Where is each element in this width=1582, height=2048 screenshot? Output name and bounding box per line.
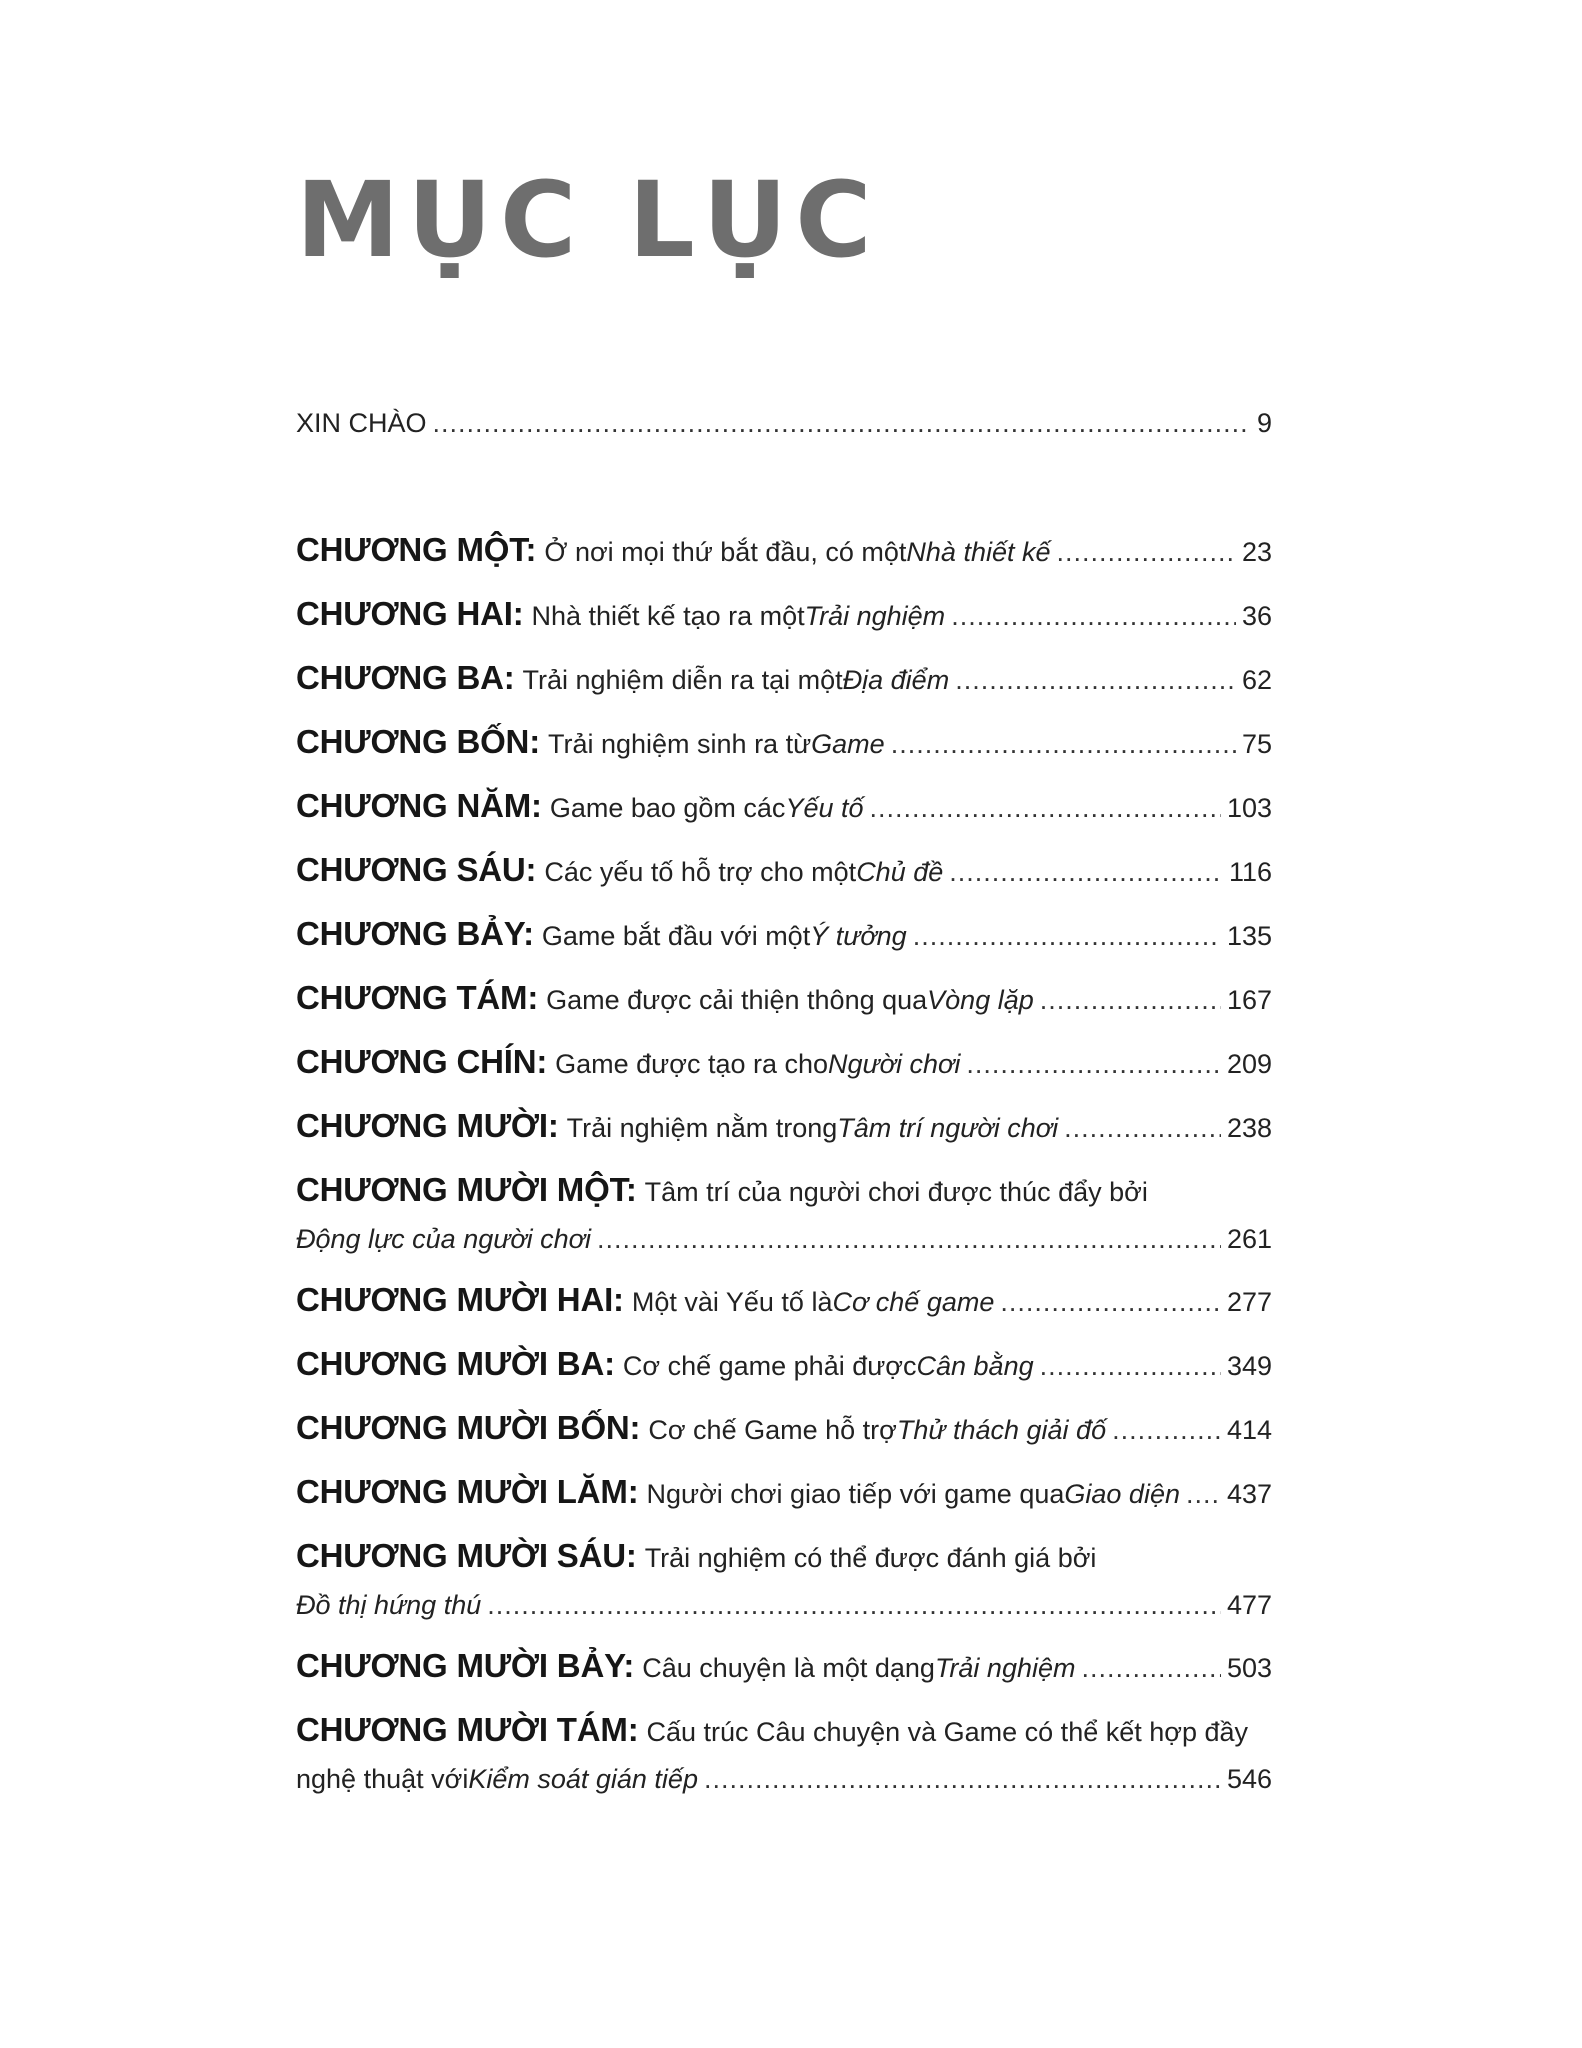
chapter-heading: CHƯƠNG MƯỜI BA: (296, 1345, 615, 1382)
chapter-subtitle-italic: Kiểm soát gián tiếp (468, 1764, 698, 1794)
chapter-subtitle: Người chơi giao tiếp với game qua (646, 1479, 1065, 1509)
chapter-heading: CHƯƠNG MƯỜI: (296, 1107, 559, 1144)
dot-leader (870, 795, 1221, 822)
chapter-heading: CHƯƠNG MƯỜI TÁM: (296, 1711, 639, 1748)
dot-leader (949, 859, 1223, 886)
chapter-heading: CHƯƠNG TÁM: (296, 979, 539, 1016)
toc-entry-chapter-1[interactable] (296, 533, 1272, 566)
toc-page-number: 167 (1226, 985, 1272, 1015)
toc-page-number: 477 (1226, 1590, 1272, 1620)
chapter-heading: CHƯƠNG NĂM: (296, 787, 542, 824)
chapter-subtitle: Cấu trúc Câu chuyện và Game có thể kết hợp đầy (646, 1717, 1249, 1747)
dot-leader (704, 1766, 1221, 1793)
toc-entry-chapter-2[interactable] (296, 597, 1272, 630)
toc-page-number: 116 (1228, 857, 1272, 887)
chapter-subtitle-italic: Trải nghiệm (934, 1653, 1076, 1683)
chapter-heading: CHƯƠNG BA: (296, 659, 515, 696)
toc-page-number: 103 (1226, 793, 1272, 823)
toc-entry-chapter-3[interactable] (296, 661, 1272, 694)
dot-leader (913, 923, 1221, 950)
dot-leader (1186, 1481, 1221, 1508)
chapter-subtitle: Câu chuyện là một dạng (642, 1653, 935, 1683)
toc-page-number: 9 (1256, 408, 1272, 438)
dot-leader (597, 1226, 1221, 1253)
chapter-heading: CHƯƠNG MƯỜI BẢY: (296, 1647, 635, 1684)
chapter-heading: CHƯƠNG SÁU: (296, 851, 537, 888)
toc-entry-chapter-8[interactable] (296, 981, 1272, 1014)
dot-leader (1112, 1417, 1221, 1444)
chapter-subtitle-italic: Động lực của người chơi (296, 1224, 591, 1254)
chapter-subtitle: Các yếu tố hỗ trợ cho một (544, 857, 857, 887)
chapter-heading: CHƯƠNG MƯỜI BỐN: (296, 1409, 641, 1446)
dot-leader (487, 1592, 1221, 1619)
toc-page-number: 349 (1226, 1351, 1272, 1381)
chapter-heading: CHƯƠNG MƯỜI HAI: (296, 1281, 624, 1318)
chapter-subtitle: Trải nghiệm diễn ra tại một (522, 665, 843, 695)
chapter-subtitle-italic: Giao diện (1064, 1479, 1180, 1509)
chapter-subtitle-italic: Chủ đề (856, 857, 944, 887)
chapter-subtitle-italic: Nhà thiết kế (906, 537, 1051, 567)
dot-leader (1040, 1353, 1221, 1380)
toc-page-number: 135 (1226, 921, 1272, 951)
dot-leader (1040, 987, 1221, 1014)
chapter-subtitle: Tâm trí của người chơi được thúc đẩy bởi (644, 1177, 1148, 1207)
toc-entry-chapter-9[interactable] (296, 1045, 1272, 1078)
chapter-subtitle: Nhà thiết kế tạo ra một (531, 601, 805, 631)
toc-page-number: 75 (1241, 729, 1272, 759)
toc-page-number: 261 (1226, 1224, 1272, 1254)
dot-leader (951, 603, 1236, 630)
toc-page-number: 503 (1226, 1653, 1272, 1683)
dot-leader (1057, 539, 1236, 566)
chapter-subtitle-line2: nghệ thuật với (296, 1764, 469, 1794)
dot-leader (1082, 1655, 1221, 1682)
toc-entry-chapter-12[interactable] (296, 1283, 1272, 1316)
toc-page-number: 238 (1226, 1113, 1272, 1143)
chapter-subtitle: Game bắt đầu với một (541, 921, 811, 951)
chapter-subtitle-italic: Thử thách giải đố (896, 1415, 1107, 1445)
toc-entry-chapter-13[interactable] (296, 1347, 1272, 1380)
toc-page-number: 277 (1226, 1287, 1272, 1317)
toc-entry-chapter-18[interactable] (296, 1713, 1272, 1793)
toc-page-number: 23 (1241, 537, 1272, 567)
toc-entry-chapter-6[interactable] (296, 853, 1272, 886)
chapter-subtitle: Game bao gồm các (549, 793, 786, 823)
dot-leader (966, 1051, 1221, 1078)
dot-leader (433, 410, 1251, 437)
chapter-subtitle-italic: Ý tưởng (810, 921, 907, 951)
chapter-heading: CHƯƠNG BẢY: (296, 915, 534, 952)
chapter-subtitle-italic: Yếu tố (785, 793, 864, 823)
toc-entry-chapter-15[interactable] (296, 1475, 1272, 1508)
chapter-heading: CHƯƠNG MỘT: (296, 531, 537, 568)
toc-entry-chapter-10[interactable] (296, 1109, 1272, 1142)
toc-page-number: 36 (1241, 601, 1272, 631)
chapter-subtitle: Game được cải thiện thông qua (546, 985, 928, 1015)
chapter-heading: CHƯƠNG MƯỜI SÁU: (296, 1537, 637, 1574)
chapter-subtitle-italic: Tâm trí người chơi (837, 1113, 1059, 1143)
toc-entry-chapter-4[interactable] (296, 725, 1272, 758)
chapter-subtitle: Cơ chế game phải được (622, 1351, 917, 1381)
toc-page-number: 546 (1226, 1764, 1272, 1794)
toc-entry-chapter-5[interactable] (296, 789, 1272, 822)
toc-entry-chapter-11[interactable] (296, 1173, 1272, 1253)
dot-leader (955, 667, 1236, 694)
dot-leader (891, 731, 1236, 758)
chapter-heading: CHƯƠNG MƯỜI LĂM: (296, 1473, 639, 1510)
toc-intro-label: XIN CHÀO (296, 408, 427, 438)
chapter-heading: CHƯƠNG CHÍN: (296, 1043, 548, 1080)
toc-entry-chapter-14[interactable] (296, 1411, 1272, 1444)
dot-leader (1064, 1115, 1221, 1142)
chapter-subtitle: Trải nghiệm sinh ra từ (547, 729, 812, 759)
chapter-subtitle-italic: Đồ thị hứng thú (296, 1590, 482, 1620)
chapter-subtitle: Một vài Yếu tố là (631, 1287, 833, 1317)
chapter-subtitle-italic: Người chơi (828, 1049, 961, 1079)
chapter-heading: CHƯƠNG HAI: (296, 595, 524, 632)
chapter-subtitle-italic: Trải nghiệm (804, 601, 946, 631)
toc-entry-chapter-7[interactable] (296, 917, 1272, 950)
toc-page-number: 62 (1241, 665, 1272, 695)
chapter-subtitle-italic: Cơ chế game (832, 1287, 995, 1317)
chapter-subtitle: Trải nghiệm nằm trong (566, 1113, 838, 1143)
toc-entry-chapter-17[interactable] (296, 1649, 1272, 1682)
toc-entry-intro[interactable] (296, 410, 1272, 437)
chapter-subtitle: Ở nơi mọi thứ bắt đầu, có một (544, 537, 907, 567)
chapter-subtitle-italic: Vòng lặp (927, 985, 1034, 1015)
dot-leader (1000, 1289, 1221, 1316)
chapter-subtitle-italic: Game (811, 729, 885, 759)
chapter-subtitle: Cơ chế Game hỗ trợ (648, 1415, 897, 1445)
page-title: MỤC LỤC (296, 159, 880, 281)
toc-page-number: 437 (1226, 1479, 1272, 1509)
chapter-subtitle-italic: Địa điểm (842, 665, 950, 695)
toc-entry-chapter-16[interactable] (296, 1539, 1272, 1619)
chapter-subtitle: Game được tạo ra cho (555, 1049, 829, 1079)
toc-page-number: 414 (1226, 1415, 1272, 1445)
chapter-subtitle-italic: Cân bằng (916, 1351, 1034, 1381)
chapter-heading: CHƯƠNG MƯỜI MỘT: (296, 1171, 637, 1208)
toc-page-number: 209 (1226, 1049, 1272, 1079)
chapter-subtitle: Trải nghiệm có thể được đánh giá bởi (644, 1543, 1097, 1573)
chapter-heading: CHƯƠNG BỐN: (296, 723, 540, 760)
